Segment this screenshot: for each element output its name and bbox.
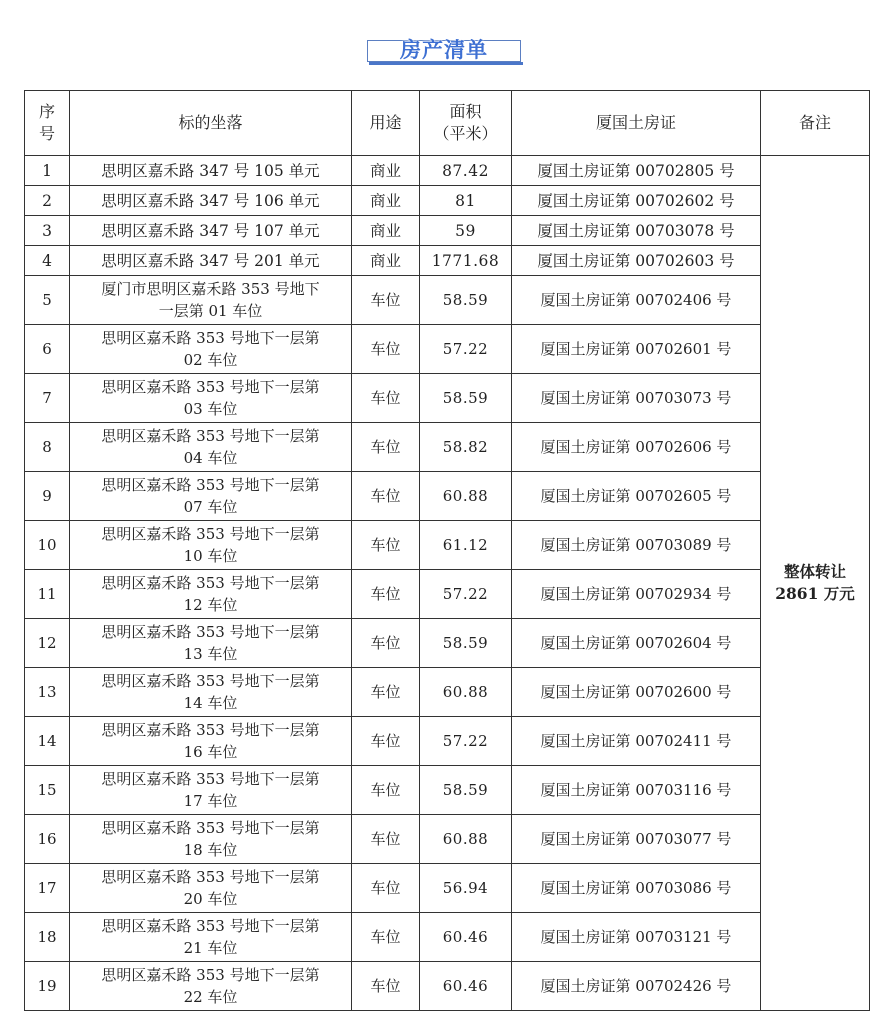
table-row bbox=[25, 864, 870, 913]
cell-certificate: 厦国土房证第 00702600 号 bbox=[512, 668, 761, 717]
cell-area: 60.46 bbox=[420, 962, 512, 1011]
cell-location-line: 17 车位 bbox=[183, 792, 238, 810]
cell-usage: 车位 bbox=[352, 766, 420, 815]
note-transfer-label: 整体转让 bbox=[783, 562, 846, 581]
cell-location-line: 思明区嘉禾路 353 号地下一层第 bbox=[101, 721, 320, 739]
cell-location-line: 厦门市思明区嘉禾路 353 号地下 bbox=[101, 280, 320, 298]
cell-index: 8 bbox=[25, 423, 70, 472]
cell-certificate: 厦国土房证第 00703078 号 bbox=[512, 216, 761, 246]
cell-certificate: 厦国土房证第 00702411 号 bbox=[512, 717, 761, 766]
cell-usage: 商业 bbox=[352, 216, 420, 246]
cell-index: 16 bbox=[25, 815, 70, 864]
table-row bbox=[25, 766, 870, 815]
header-usage: 用途 bbox=[352, 91, 420, 156]
table-row bbox=[25, 913, 870, 962]
cell-location bbox=[70, 374, 352, 423]
table-row bbox=[25, 619, 870, 668]
cell-certificate: 厦国土房证第 00702805 号 bbox=[512, 156, 761, 186]
cell-certificate: 厦国土房证第 00702605 号 bbox=[512, 472, 761, 521]
cell-area: 58.82 bbox=[420, 423, 512, 472]
cell-usage: 商业 bbox=[352, 156, 420, 186]
cell-certificate: 厦国土房证第 00703089 号 bbox=[512, 521, 761, 570]
cell-location-line: 02 车位 bbox=[183, 351, 238, 369]
cell-usage: 车位 bbox=[352, 521, 420, 570]
cell-certificate: 厦国土房证第 00702426 号 bbox=[512, 962, 761, 1011]
property-table bbox=[24, 90, 870, 1011]
header-index-line-2: 号 bbox=[38, 124, 55, 143]
cell-area: 59 bbox=[420, 216, 512, 246]
cell-location-line: 03 车位 bbox=[183, 400, 238, 418]
header-note: 备注 bbox=[761, 91, 870, 156]
table-row bbox=[25, 668, 870, 717]
table-row bbox=[25, 521, 870, 570]
cell-usage: 车位 bbox=[352, 717, 420, 766]
cell-location bbox=[70, 864, 352, 913]
cell-certificate: 厦国土房证第 00702604 号 bbox=[512, 619, 761, 668]
cell-index: 5 bbox=[25, 276, 70, 325]
cell-area: 57.22 bbox=[420, 325, 512, 374]
cell-location bbox=[70, 962, 352, 1011]
cell-area: 60.88 bbox=[420, 472, 512, 521]
header-index bbox=[25, 91, 70, 156]
table-row bbox=[25, 156, 870, 186]
cell-location bbox=[70, 717, 352, 766]
cell-certificate: 厦国土房证第 00703116 号 bbox=[512, 766, 761, 815]
header-index-line-1: 序 bbox=[38, 102, 55, 121]
cell-location bbox=[70, 423, 352, 472]
cell-location-line: 一层第 01 车位 bbox=[158, 302, 263, 320]
cell-area: 58.59 bbox=[420, 766, 512, 815]
cell-area: 81 bbox=[420, 186, 512, 216]
cell-area: 58.59 bbox=[420, 276, 512, 325]
cell-location bbox=[70, 156, 352, 186]
cell-location-line: 思明区嘉禾路 353 号地下一层第 bbox=[101, 623, 320, 641]
cell-location bbox=[70, 815, 352, 864]
table-row bbox=[25, 815, 870, 864]
cell-area: 60.88 bbox=[420, 668, 512, 717]
cell-usage: 车位 bbox=[352, 374, 420, 423]
cell-index: 6 bbox=[25, 325, 70, 374]
cell-index: 12 bbox=[25, 619, 70, 668]
cell-index: 2 bbox=[25, 186, 70, 216]
table-header-row bbox=[25, 91, 870, 156]
cell-location-line: 思明区嘉禾路 353 号地下一层第 bbox=[101, 574, 320, 592]
cell-location-line: 思明区嘉禾路 347 号 107 单元 bbox=[101, 221, 320, 240]
cell-location-line: 04 车位 bbox=[183, 449, 238, 467]
cell-certificate: 厦国土房证第 00702602 号 bbox=[512, 186, 761, 216]
cell-location-line: 18 车位 bbox=[183, 841, 238, 859]
table-row bbox=[25, 246, 870, 276]
cell-index: 9 bbox=[25, 472, 70, 521]
cell-usage: 车位 bbox=[352, 570, 420, 619]
cell-location-line: 思明区嘉禾路 353 号地下一层第 bbox=[101, 770, 320, 788]
header-area-line-2: （平米） bbox=[433, 124, 498, 143]
cell-location bbox=[70, 766, 352, 815]
cell-location bbox=[70, 276, 352, 325]
cell-area: 1771.68 bbox=[420, 246, 512, 276]
cell-location-line: 思明区嘉禾路 353 号地下一层第 bbox=[101, 672, 320, 690]
cell-index: 7 bbox=[25, 374, 70, 423]
table-row bbox=[25, 276, 870, 325]
header-area bbox=[420, 91, 512, 156]
cell-area: 58.59 bbox=[420, 374, 512, 423]
cell-index: 13 bbox=[25, 668, 70, 717]
cell-usage: 车位 bbox=[352, 864, 420, 913]
table-row bbox=[25, 374, 870, 423]
cell-location-line: 21 车位 bbox=[183, 939, 238, 957]
cell-area: 61.12 bbox=[420, 521, 512, 570]
cell-usage: 车位 bbox=[352, 668, 420, 717]
cell-certificate: 厦国土房证第 00703077 号 bbox=[512, 815, 761, 864]
cell-location-line: 13 车位 bbox=[183, 645, 238, 663]
cell-location bbox=[70, 325, 352, 374]
cell-area: 57.22 bbox=[420, 717, 512, 766]
table-row bbox=[25, 325, 870, 374]
cell-location bbox=[70, 521, 352, 570]
cell-index: 19 bbox=[25, 962, 70, 1011]
cell-usage: 车位 bbox=[352, 472, 420, 521]
cell-index: 4 bbox=[25, 246, 70, 276]
cell-location bbox=[70, 216, 352, 246]
cell-area: 87.42 bbox=[420, 156, 512, 186]
cell-location bbox=[70, 913, 352, 962]
cell-location bbox=[70, 570, 352, 619]
cell-index: 18 bbox=[25, 913, 70, 962]
note-price: 2861 万元 bbox=[775, 584, 855, 603]
cell-location bbox=[70, 186, 352, 216]
cell-location-line: 20 车位 bbox=[183, 890, 238, 908]
cell-usage: 车位 bbox=[352, 276, 420, 325]
cell-usage: 车位 bbox=[352, 423, 420, 472]
cell-usage: 车位 bbox=[352, 913, 420, 962]
cell-index: 17 bbox=[25, 864, 70, 913]
cell-location-line: 思明区嘉禾路 353 号地下一层第 bbox=[101, 329, 320, 347]
cell-certificate: 厦国土房证第 00703086 号 bbox=[512, 864, 761, 913]
cell-location bbox=[70, 472, 352, 521]
cell-certificate: 厦国土房证第 00702601 号 bbox=[512, 325, 761, 374]
cell-location-line: 14 车位 bbox=[183, 694, 238, 712]
table-row bbox=[25, 216, 870, 246]
cell-usage: 车位 bbox=[352, 962, 420, 1011]
table-row bbox=[25, 472, 870, 521]
cell-location-line: 思明区嘉禾路 353 号地下一层第 bbox=[101, 476, 320, 494]
table-row bbox=[25, 717, 870, 766]
cell-area: 57.22 bbox=[420, 570, 512, 619]
cell-location-line: 思明区嘉禾路 353 号地下一层第 bbox=[101, 819, 320, 837]
cell-location-line: 22 车位 bbox=[183, 988, 238, 1006]
cell-certificate: 厦国土房证第 00702406 号 bbox=[512, 276, 761, 325]
table-row bbox=[25, 570, 870, 619]
cell-usage: 商业 bbox=[352, 186, 420, 216]
cell-index: 3 bbox=[25, 216, 70, 246]
page-title: 房产清单 bbox=[400, 38, 488, 62]
cell-index: 14 bbox=[25, 717, 70, 766]
cell-area: 60.46 bbox=[420, 913, 512, 962]
cell-location-line: 思明区嘉禾路 347 号 105 单元 bbox=[101, 161, 320, 180]
table-body bbox=[25, 156, 870, 1011]
cell-location bbox=[70, 668, 352, 717]
cell-certificate: 厦国土房证第 00702934 号 bbox=[512, 570, 761, 619]
cell-index: 15 bbox=[25, 766, 70, 815]
cell-location-line: 07 车位 bbox=[183, 498, 238, 516]
cell-area: 56.94 bbox=[420, 864, 512, 913]
cell-area: 60.88 bbox=[420, 815, 512, 864]
cell-index: 10 bbox=[25, 521, 70, 570]
cell-certificate: 厦国土房证第 00703073 号 bbox=[512, 374, 761, 423]
cell-location-line: 思明区嘉禾路 353 号地下一层第 bbox=[101, 868, 320, 886]
cell-location bbox=[70, 246, 352, 276]
header-location: 标的坐落 bbox=[70, 91, 352, 156]
cell-location-line: 思明区嘉禾路 353 号地下一层第 bbox=[101, 427, 320, 445]
table-row bbox=[25, 423, 870, 472]
cell-usage: 车位 bbox=[352, 325, 420, 374]
cell-location-line: 10 车位 bbox=[183, 547, 238, 565]
header-certificate: 厦国土房证 bbox=[512, 91, 761, 156]
cell-location-line: 思明区嘉禾路 353 号地下一层第 bbox=[101, 917, 320, 935]
cell-location bbox=[70, 619, 352, 668]
title-badge bbox=[367, 36, 523, 66]
cell-location-line: 思明区嘉禾路 347 号 201 单元 bbox=[101, 251, 320, 270]
cell-certificate: 厦国土房证第 00702603 号 bbox=[512, 246, 761, 276]
cell-location-line: 思明区嘉禾路 353 号地下一层第 bbox=[101, 966, 320, 984]
header-area-line-1: 面积 bbox=[449, 102, 482, 121]
cell-note bbox=[761, 156, 870, 1011]
cell-location-line: 12 车位 bbox=[183, 596, 238, 614]
cell-location-line: 思明区嘉禾路 347 号 106 单元 bbox=[101, 191, 320, 210]
cell-certificate: 厦国土房证第 00702606 号 bbox=[512, 423, 761, 472]
cell-index: 11 bbox=[25, 570, 70, 619]
cell-location-line: 思明区嘉禾路 353 号地下一层第 bbox=[101, 525, 320, 543]
cell-certificate: 厦国土房证第 00703121 号 bbox=[512, 913, 761, 962]
cell-usage: 商业 bbox=[352, 246, 420, 276]
cell-index: 1 bbox=[25, 156, 70, 186]
table-row bbox=[25, 186, 870, 216]
cell-usage: 车位 bbox=[352, 815, 420, 864]
cell-area: 58.59 bbox=[420, 619, 512, 668]
cell-location-line: 思明区嘉禾路 353 号地下一层第 bbox=[101, 378, 320, 396]
cell-location-line: 16 车位 bbox=[183, 743, 238, 761]
table-row bbox=[25, 962, 870, 1011]
cell-usage: 车位 bbox=[352, 619, 420, 668]
